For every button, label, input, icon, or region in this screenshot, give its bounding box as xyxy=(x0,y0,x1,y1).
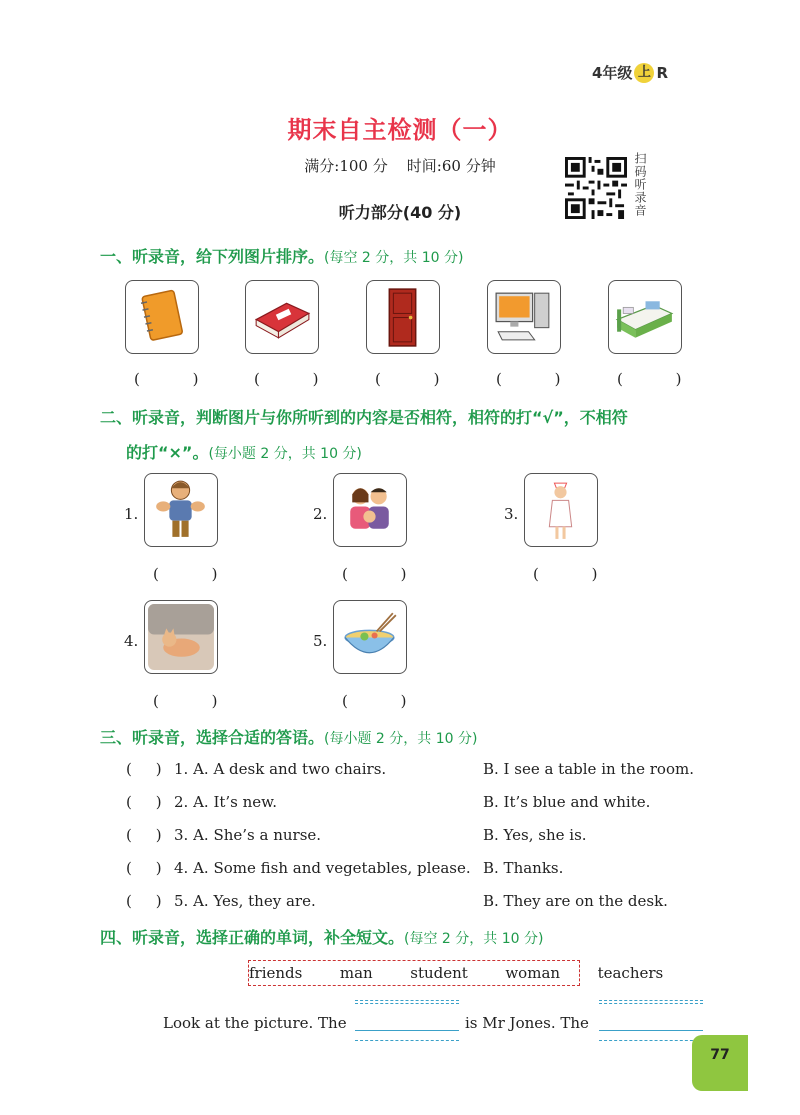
family-icon xyxy=(334,474,405,545)
part3-row-1-paren[interactable]: ( ) xyxy=(126,760,162,778)
answer-blank-2[interactable] xyxy=(599,1003,703,1031)
grade-tag xyxy=(592,62,668,83)
part2-answer-2[interactable]: ( ) xyxy=(342,565,431,583)
part4-note: (每空 2 分，共 10 分) xyxy=(404,931,544,947)
computer-icon xyxy=(488,281,559,352)
part3-heading-text: 三、听录音，选择合适的答语。 xyxy=(100,728,325,747)
part1-heading xyxy=(100,244,463,267)
picture-computer xyxy=(487,280,561,354)
blank-guide-2 xyxy=(599,1000,703,1001)
score-time-line: 满分:100 分 时间:60 分钟 xyxy=(304,157,496,175)
bed-icon xyxy=(609,281,680,352)
part4-sentence-part2: is Mr Jones. The xyxy=(465,1014,589,1032)
picture-family xyxy=(333,473,407,547)
cat-icon xyxy=(145,601,216,672)
qr-code-icon[interactable] xyxy=(565,157,627,219)
part3-row-4-option-a: 4. A. Some fish and vegetables, please. xyxy=(174,859,471,877)
part4-sentence-part1: Look at the picture. The xyxy=(163,1014,347,1032)
part2-answer-3[interactable]: ( ) xyxy=(533,565,622,583)
part2-num-4: 4. xyxy=(124,632,139,650)
part3-row-4-paren[interactable]: ( ) xyxy=(126,859,162,877)
answer-blank-1[interactable] xyxy=(355,1003,459,1031)
part1-heading-text: 一、听录音，给下列图片排序。 xyxy=(100,247,325,266)
part3-row-1-option-a: 1. A. A desk and two chairs. xyxy=(174,760,387,778)
part3-row-5-paren[interactable]: ( ) xyxy=(126,892,162,910)
part3-note: (每小题 2 分，共 10 分) xyxy=(324,731,478,747)
picture-bed xyxy=(608,280,682,354)
blank-guide-1 xyxy=(355,1000,459,1001)
part3-row-2-paren[interactable]: ( ) xyxy=(126,793,162,811)
part3-row-4-option-b: B. Thanks. xyxy=(483,859,564,877)
picture-noodle-bowl xyxy=(333,600,407,674)
part3-row-1-option-b: B. I see a table in the room. xyxy=(483,760,694,778)
picture-chinese-book xyxy=(245,280,319,354)
picture-nurse xyxy=(524,473,598,547)
part1-answer-1[interactable]: ( ) xyxy=(134,370,223,388)
part3-row-3-paren[interactable]: ( ) xyxy=(126,826,162,844)
strong-man-icon xyxy=(145,474,216,545)
part4-heading xyxy=(100,925,543,948)
noodle-bowl-icon xyxy=(334,601,405,672)
part1-note: (每空 2 分，共 10 分) xyxy=(324,250,464,266)
part2-note: (每小题 2 分，共 10 分) xyxy=(208,446,362,462)
part2-num-1: 1. xyxy=(124,505,139,523)
part2-num-3: 3. xyxy=(504,505,519,523)
part1-answer-3[interactable]: ( ) xyxy=(375,370,464,388)
page-title: 期末自主检测（一） xyxy=(287,116,513,144)
page-number: 77 xyxy=(692,1035,748,1091)
part3-row-3-option-b: B. Yes, she is. xyxy=(483,826,587,844)
part2-answer-1[interactable]: ( ) xyxy=(153,565,242,583)
part3-row-5-option-a: 5. A. Yes, they are. xyxy=(174,892,316,910)
blank-guide-4 xyxy=(599,1040,703,1041)
chinese-book-icon xyxy=(246,281,317,352)
door-icon xyxy=(367,281,438,352)
edition-label: R xyxy=(656,63,668,82)
qr-label: 扫码听录音 xyxy=(633,152,647,217)
part2-answer-5[interactable]: ( ) xyxy=(342,692,431,710)
part3-row-3-option-a: 3. A. She’s a nurse. xyxy=(174,826,322,844)
part3-row-2-option-b: B. It’s blue and white. xyxy=(483,793,651,811)
picture-cat xyxy=(144,600,218,674)
nurse-icon xyxy=(525,474,596,545)
word-bank: friends man student woman teachers xyxy=(248,960,580,986)
blank-guide-3 xyxy=(355,1040,459,1041)
part2-num-2: 2. xyxy=(313,505,328,523)
part3-row-5-option-b: B. They are on the desk. xyxy=(483,892,668,910)
notebook-icon xyxy=(126,281,197,352)
term-badge: 上 xyxy=(634,63,654,83)
part2-answer-4[interactable]: ( ) xyxy=(153,692,242,710)
picture-door xyxy=(366,280,440,354)
part1-answer-5[interactable]: ( ) xyxy=(617,370,706,388)
part1-answer-4[interactable]: ( ) xyxy=(496,370,585,388)
part2-heading-line2 xyxy=(126,440,362,463)
part2-num-5: 5. xyxy=(313,632,328,650)
part2-heading-text: 的打“×”。 xyxy=(126,443,209,462)
part4-heading-text: 四、听录音，选择正确的单词，补全短文。 xyxy=(100,928,405,947)
listening-section-title: 听力部分(40 分) xyxy=(338,203,462,222)
part1-answer-2[interactable]: ( ) xyxy=(254,370,343,388)
part3-row-2-option-a: 2. A. It’s new. xyxy=(174,793,278,811)
part2-heading-line1: 二、听录音，判断图片与你所听到的内容是否相符，相符的打“√”，不相符 xyxy=(100,408,628,427)
grade-label: 4年级 xyxy=(592,64,633,82)
picture-strong-man xyxy=(144,473,218,547)
picture-notebook xyxy=(125,280,199,354)
part3-heading xyxy=(100,725,477,748)
